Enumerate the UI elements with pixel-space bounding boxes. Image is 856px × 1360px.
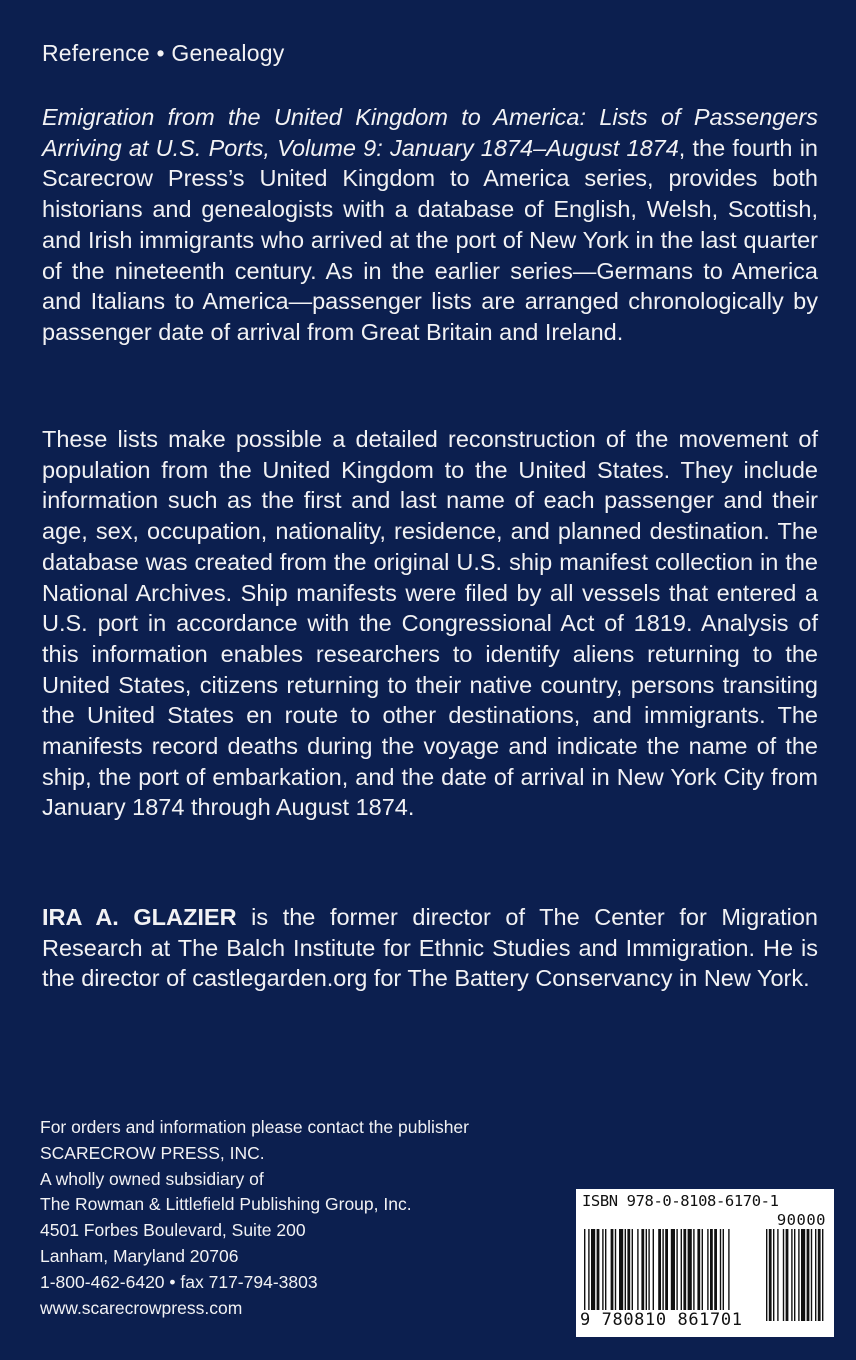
addon-bar (818, 1229, 821, 1321)
addon-bar (773, 1229, 774, 1321)
ean-number: 9 780810 861701 (580, 1310, 743, 1330)
barcode-bar (702, 1229, 703, 1315)
barcode-bar (671, 1229, 675, 1315)
isbn-number: ISBN 978-0-8108-6170-1 (582, 1192, 779, 1210)
contact-intro: For orders and information please contact the publisher (40, 1117, 469, 1137)
addon-bar (777, 1229, 778, 1321)
barcode-bar (723, 1229, 724, 1315)
website-link[interactable]: www.scarecrowpress.com (40, 1297, 243, 1318)
addon-bar (807, 1229, 810, 1321)
addon-bar (801, 1229, 805, 1321)
street-address: 4501 Forbes Boulevard, Suite 200 (40, 1220, 306, 1241)
barcode-bar (648, 1229, 649, 1315)
addon-bar (791, 1229, 792, 1321)
category-label: Reference • Genealogy (42, 40, 285, 66)
book-title: Emigration from the United Kingdom to America: Lists of Passengers Arriving at U.S. Ports, Volume 9: January 1874–August 1874 (42, 104, 818, 161)
barcode-bar (683, 1229, 686, 1315)
addon-bar (811, 1229, 812, 1321)
barcode-bar (637, 1229, 638, 1315)
description-paragraph-1 (42, 102, 818, 348)
isbn-barcode (576, 1189, 834, 1337)
barcode-bar (658, 1229, 661, 1315)
addon-bar (815, 1229, 816, 1321)
barcode-bar (632, 1229, 633, 1315)
barcode-bar (591, 1229, 595, 1315)
phone-fax: 1-800-462-6420 • fax 717-794-3803 (40, 1271, 318, 1292)
barcode-bar (588, 1229, 589, 1315)
barcode-bar (676, 1229, 677, 1315)
barcode-bar (602, 1229, 603, 1315)
barcode-bar (619, 1229, 623, 1315)
barcode-bar (605, 1229, 606, 1315)
barcode-bar (665, 1229, 668, 1315)
barcode-bar (714, 1229, 717, 1315)
description-paragraph-2: These lists make possible a detailed reconstruction of the movement of population from the United Kingdom to the United States. They include information such as the first and last name of each passenger and their age, sex, occupation, nationality, residence, and planned destination. The database was created from the original U.S. ship manifest collection in the National Archives. Ship manifests were filed by all vessels that entered a U.S. port in accordance with the Congressional Act of 1819. Analysis of this information enables researchers to identify aliens returning to the United States, citizens returning to their native country, persons transiting the United States en route to other destinations, and immigrants. The manifests record deaths during the voyage and indicate the name of the ship, the port of embarkation, and the date of arrival in New York City from January 1874 through August 1874. (42, 426, 818, 821)
addon-bar (794, 1229, 795, 1321)
barcode-bar (615, 1229, 616, 1315)
city-address: Lanham, Maryland 20706 (40, 1245, 239, 1266)
barcode-bar (720, 1229, 721, 1315)
barcode-bar (707, 1229, 708, 1315)
description-paragraph-1-text: , the fourth in Scarecrow Press’s United Kingdom to America series, provides both historians and genealogists with a database of English, Welsh, Scottish, and Irish immigrants who arrived at the port of New York in the last quarter of the nineteenth century. As in the earlier series—Germans to America and Italians to America—passenger lists are arranged chronologically by passenger date of arrival from Great Britain and Ireland. (42, 134, 818, 345)
addon-bar (769, 1229, 772, 1321)
author-bio-text: is the former director of The Center for Migration Research at The Balch Institute for Ethnic Studies and Immigration. He is the director of castlegarden.org for The Battery Conservancy in New York. (42, 904, 819, 992)
barcode-bar (653, 1229, 654, 1315)
barcode-bars (580, 1229, 830, 1323)
barcode-bar (728, 1229, 729, 1315)
barcode-bar (681, 1229, 682, 1315)
addon-bar (822, 1229, 823, 1321)
publisher-name: SCARECROW PRESS, INC. (40, 1142, 265, 1163)
barcode-bar (625, 1229, 626, 1315)
subsidiary-note: A wholly owned subsidiary of (40, 1168, 264, 1189)
barcode-bar (688, 1229, 692, 1315)
barcode-bar (710, 1229, 713, 1315)
barcode-bar (646, 1229, 647, 1315)
barcode-bar (597, 1229, 600, 1315)
barcode-bar (584, 1229, 585, 1315)
barcode-bar (627, 1229, 630, 1315)
author-bio (42, 902, 818, 994)
barcode-bar (611, 1229, 614, 1315)
barcode-bar (662, 1229, 663, 1315)
publisher-contact (40, 1115, 570, 1321)
barcode-bar (693, 1229, 694, 1315)
author-name: IRA A. GLAZIER (42, 904, 237, 930)
publishing-group: The Rowman & Littlefield Publishing Group, Inc. (40, 1194, 412, 1215)
addon-bar (798, 1229, 799, 1321)
addon-bar (783, 1229, 784, 1321)
barcode-bar (697, 1229, 700, 1315)
addon-bar (786, 1229, 789, 1321)
barcode-bar (641, 1229, 644, 1315)
addon-bar (766, 1229, 767, 1321)
price-addon-code: 90000 (776, 1211, 826, 1229)
